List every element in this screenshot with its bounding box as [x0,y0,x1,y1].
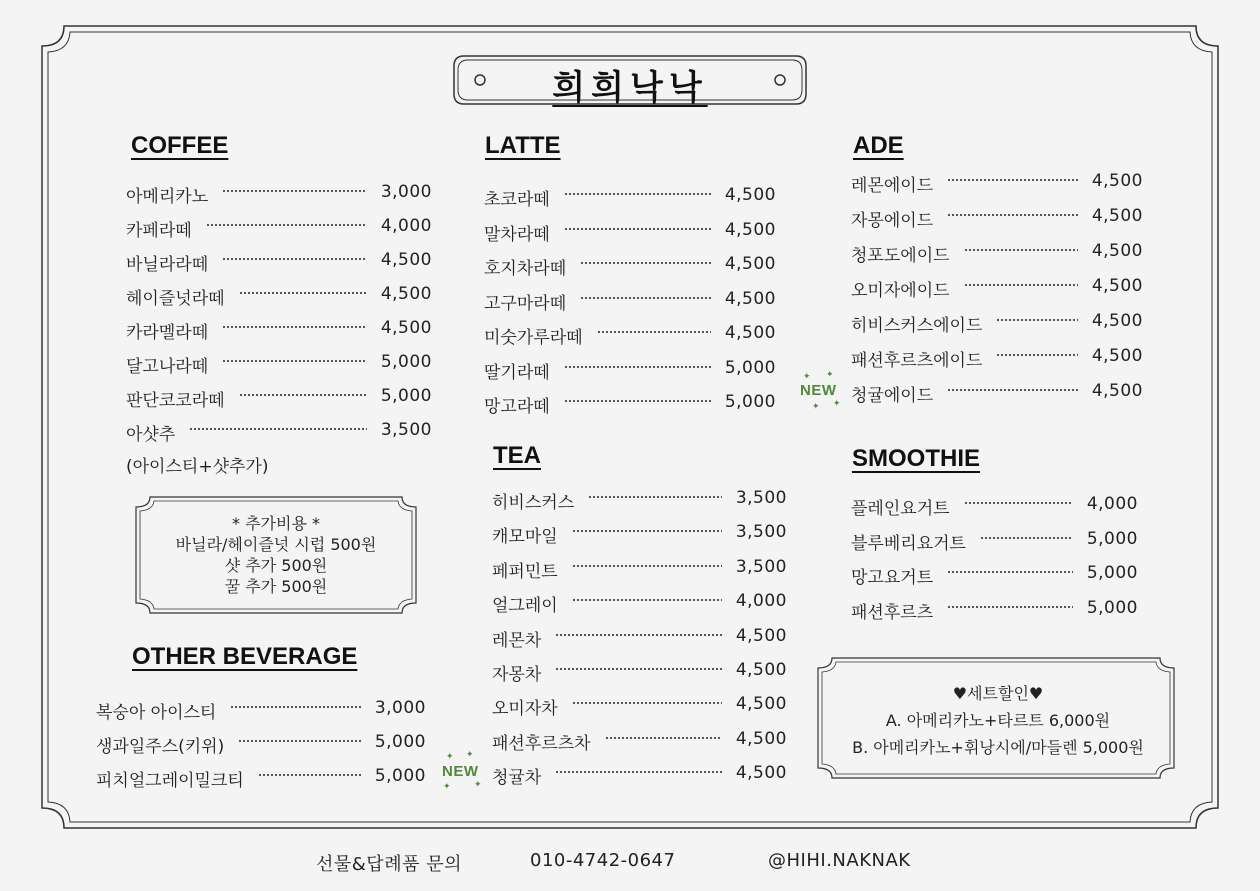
menu-item-price: 4,500 [724,288,776,309]
leader-dots [947,212,1078,218]
menu-item [484,323,776,358]
sparkle-icon: ✦ [466,750,474,760]
leader-dots [964,282,1078,288]
menu-item-price: 5,000 [374,766,426,786]
coffee-list [126,182,432,454]
menu-item-name: 오미자차 [492,699,558,720]
leader-dots [564,364,711,370]
menu-item [851,171,1143,206]
menu-item [851,563,1138,598]
leader-dots [980,535,1073,541]
menu-item-name: 복숭아 아이스티 [96,703,217,723]
leader-dots [597,329,711,335]
menu-item-name: 오미자에이드 [851,281,950,301]
menu-item [126,284,432,318]
sparkle-icon: ✦ [833,399,841,409]
menu-item-price: 4,500 [1091,381,1143,401]
menu-item-name: 페퍼민트 [492,561,558,582]
tea-title: TEA [493,442,541,469]
menu-item-price: 4,500 [735,728,787,749]
latte-list [484,185,776,427]
menu-item-name: 초코라떼 [484,190,550,210]
menu-item-name: 청귤에이드 [851,386,934,406]
extra-cost-line: 바닐라/헤이즐넛 시럽 500원 [175,535,377,554]
menu-item-name: 레몬에이드 [851,176,934,196]
sparkle-icon: ✦ [474,780,482,790]
tea-list [492,488,787,798]
leader-dots [189,426,367,432]
menu-item [126,250,432,284]
menu-item-name: 패션후르츠에이드 [851,351,983,371]
menu-item-price: 5,000 [1086,563,1138,583]
sparkle-icon: ✦ [446,752,454,762]
menu-item [851,206,1143,241]
leader-dots [947,387,1078,393]
menu-item-price: 4,500 [380,250,432,270]
sparkle-icon: ✦ [443,782,451,792]
leader-dots [947,569,1073,575]
menu-item-price: 4,500 [735,694,787,715]
set-discount-box [822,680,1174,761]
leader-dots [222,256,367,262]
leader-dots [206,222,367,228]
menu-item [492,557,787,591]
menu-item-name: 생과일주스(키위) [96,737,225,757]
menu-item-price: 4,500 [724,219,776,240]
menu-item [126,420,432,454]
latte-title: LATTE [485,132,561,159]
menu-item-name: 미숫가루라떼 [484,328,583,348]
extra-cost-title: * 추가비용 * [232,514,320,533]
leader-dots [222,358,367,364]
menu-item [484,358,776,393]
menu-item [851,346,1143,381]
menu-item-name: 패션후르츠차 [492,733,591,754]
menu-item [96,732,426,766]
menu-item-price: 4,500 [724,323,776,343]
menu-item-price: 4,500 [380,284,432,304]
menu-item [96,698,426,732]
menu-item [484,289,776,324]
menu-item-name: 블루베리요거트 [851,533,966,554]
menu-item-name: 청귤차 [492,768,542,789]
menu-item-price: 4,500 [1091,241,1143,261]
extra-cost-line: 샷 추가 500원 [224,556,328,575]
menu-item-name: 망고요거트 [851,568,934,588]
menu-item [492,591,787,625]
leader-dots [996,352,1078,358]
menu-item-name: 카페라떼 [126,221,192,241]
leader-dots [222,324,367,330]
menu-item [851,381,1143,416]
menu-item-name: 망고라떼 [484,397,550,417]
leader-dots [258,772,361,778]
other-beverage-list [96,698,426,800]
menu-item-name: 자몽에이드 [851,211,934,231]
coffee-title: COFFEE [131,132,229,159]
menu-item-price: 3,000 [380,182,432,202]
menu-item-price: 4,500 [735,659,787,680]
leader-dots [555,666,722,672]
menu-item-price: 5,000 [380,352,432,372]
menu-item-name: 바닐라라떼 [126,255,209,275]
coffee-note: (아이스티+샷추가) [126,457,269,477]
smoothie-list [851,494,1138,632]
menu-item-price: 4,500 [735,625,787,646]
menu-item-name: 아메리카노 [126,187,209,207]
menu-item-name: 플레인요거트 [851,499,950,519]
leader-dots [230,704,361,710]
menu-item [851,276,1143,311]
menu-item-price: 3,500 [735,488,787,508]
menu-item-name: 히비스커스 [492,493,575,513]
leader-dots [580,295,711,301]
menu-item-price: 5,000 [374,732,426,752]
leader-dots [947,604,1073,610]
footer-label: 선물&답례품 문의 [316,854,462,875]
menu-item-price: 4,500 [1091,206,1143,226]
menu-item [484,185,776,220]
leader-dots [605,735,722,741]
menu-item-name: 말차라떼 [484,224,550,245]
menu-item-price: 5,000 [380,386,432,406]
menu-item [126,386,432,420]
menu-item [492,660,787,694]
menu-item [851,241,1143,276]
menu-item-price: 4,000 [380,216,432,236]
footer-instagram: @HIHI.NAKNAK [768,850,911,871]
menu-item-price: 4,500 [735,763,787,784]
menu-item-price: 4,500 [1091,311,1143,331]
menu-item-name: 카라멜라떼 [126,323,209,343]
menu-item-price: 4,500 [380,318,432,338]
leader-dots [572,528,722,534]
leader-dots [239,392,367,398]
menu-item-name: 피치얼그레이밀크티 [96,771,244,791]
menu-item-name: 히비스커스에이드 [851,316,983,336]
leader-dots [964,247,1078,253]
leader-dots [572,563,722,569]
menu-item-price: 5,000 [1086,528,1138,549]
menu-item [492,488,787,522]
menu-item-name: 고구마라떼 [484,293,567,314]
sparkle-icon: ✦ [803,372,811,382]
leader-dots [564,398,711,404]
leader-dots [564,191,711,197]
leader-dots [564,226,711,232]
menu-item-price: 5,000 [724,357,776,378]
menu-item-price: 4,500 [1091,346,1143,366]
menu-item-price: 3,500 [380,420,432,440]
leader-dots [239,290,367,296]
menu-item-name: 레몬차 [492,630,542,651]
menu-item [851,311,1143,346]
new-badge: NEW [442,763,479,780]
menu-item [126,216,432,250]
menu-item [96,766,426,800]
menu-item-name: 얼그레이 [492,596,558,617]
menu-item [484,254,776,289]
extra-cost-box [140,513,412,597]
menu-title: 희희낙낙 [552,68,708,108]
menu-item [492,729,787,763]
leader-dots [555,769,722,775]
menu-item-name: 아샷추 [126,425,176,445]
menu-item-price: 5,000 [1086,597,1138,618]
menu-item-price: 4,500 [724,185,776,205]
menu-item [126,182,432,216]
leader-dots [580,260,711,266]
ade-list [851,171,1143,416]
menu-item [492,694,787,728]
other-beverage-title: OTHER BEVERAGE [132,643,358,670]
menu-item-name: 판단코코라떼 [126,391,225,411]
extra-cost-line: 꿀 추가 500원 [224,577,328,596]
menu-item [492,763,787,797]
menu-item-name: 딸기라떼 [484,362,550,383]
menu-item-name: 청포도에이드 [851,246,950,266]
menu-item [484,392,776,427]
new-badge: NEW [800,382,837,399]
smoothie-title: SMOOTHIE [852,445,981,472]
menu-item-name: 호지차라떼 [484,259,567,279]
menu-item [484,220,776,255]
menu-item-name: 달고나라떼 [126,357,209,377]
leader-dots [964,500,1073,506]
leader-dots [588,494,722,500]
menu-item-name: 패션후르츠 [851,602,934,623]
sparkle-icon: ✦ [812,402,820,412]
menu-item-price: 3,000 [374,698,426,718]
leader-dots [947,177,1078,183]
sparkle-icon: ✦ [826,370,834,380]
menu-item-price: 4,500 [1091,171,1143,191]
leader-dots [572,597,722,603]
menu-item-price: 3,500 [735,522,787,543]
set-discount-line: B. 아메리카노+휘낭시에/마들렌 5,000원 [852,738,1144,757]
leader-dots [222,188,367,194]
menu-item-name: 자몽차 [492,664,542,685]
ade-title: ADE [853,132,904,159]
set-discount-title: ♥세트할인♥ [952,684,1044,703]
menu-item [126,352,432,386]
menu-item-price: 5,000 [724,392,776,412]
menu-item-price: 4,500 [1091,276,1143,296]
menu-item [492,626,787,660]
menu-item-name: 캐모마일 [492,527,558,548]
menu-item-name: 헤이즐넛라떼 [126,289,225,309]
menu-item [851,494,1138,529]
menu-item-price: 4,000 [1086,494,1138,514]
menu-item-price: 4,500 [724,254,776,274]
menu-item [126,318,432,352]
leader-dots [238,738,361,744]
menu-item-price: 4,000 [735,591,787,612]
menu-item [492,522,787,556]
leader-dots [996,317,1078,323]
menu-item-price: 3,500 [735,556,787,577]
leader-dots [572,700,722,706]
set-discount-line: A. 아메리카노+타르트 6,000원 [885,711,1111,730]
leader-dots [555,632,722,638]
menu-item [851,529,1138,564]
menu-item [851,598,1138,633]
footer-phone: 010-4742-0647 [530,850,676,871]
